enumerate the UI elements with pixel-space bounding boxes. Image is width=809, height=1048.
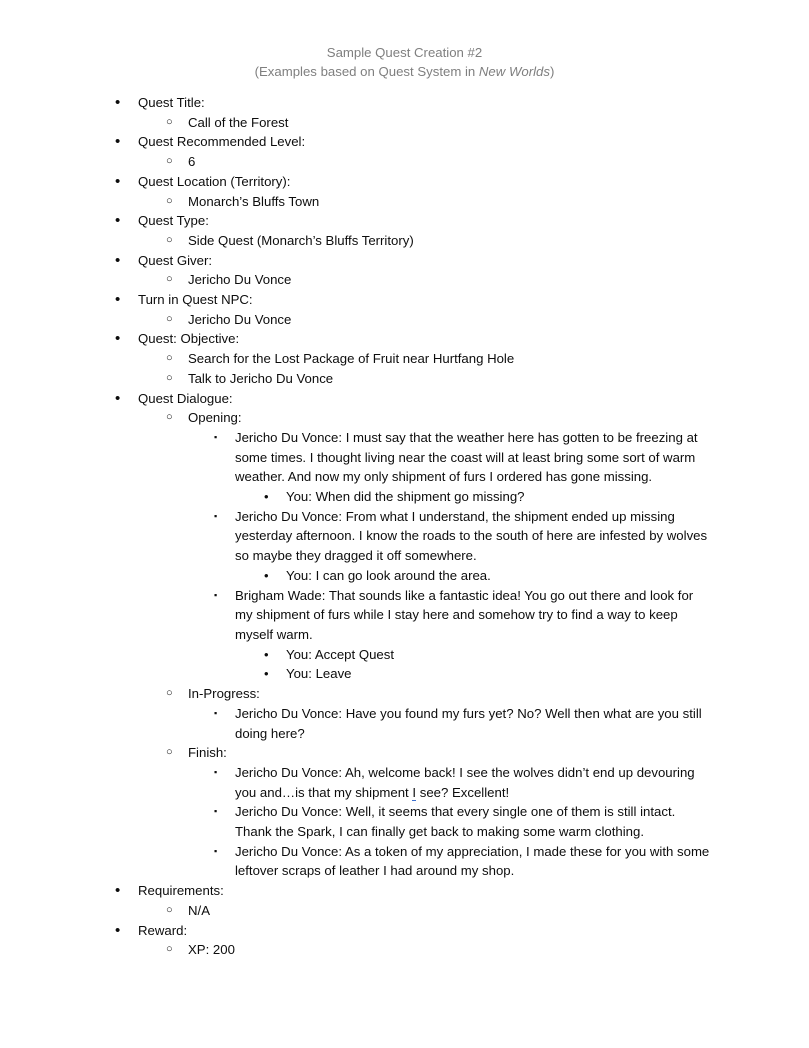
outline-item-text: Talk to Jericho Du Vonce [188,370,334,386]
bullet-level-3-icon: ▪ [214,707,218,718]
outline-item-level-1 [0,132,809,152]
outline-item-level-1 [0,389,809,409]
outline-item-text: Quest Recommended Level: [138,134,306,150]
bullet-level-1-icon: • [115,882,121,900]
outline-item-text: Quest Type: [138,213,209,229]
outline-item-text: You: I can go look around the area. [286,567,491,583]
subtitle-prefix: (Examples based on Quest System in [254,64,479,79]
outline-item-text: Quest Location (Territory): [138,173,291,189]
page-title: Sample Quest Creation #2 [326,45,483,60]
outline-item-text: Requirements: [138,883,224,899]
outline-item-text: Monarch’s Bluffs Town [188,193,320,209]
outline-item-text: Call of the Forest [188,114,289,130]
outline-item-text: Quest Giver: [138,252,213,268]
document-header [0,43,809,81]
text-segment: see? Excellent! [416,784,510,800]
outline-item-level-4 [0,664,809,684]
outline-item-level-1 [0,290,809,310]
outline-item-level-3 [0,507,809,566]
bullet-level-1-icon: • [115,172,121,190]
outline-item-level-1 [0,93,809,113]
outline-item-level-2 [0,901,809,921]
bullet-level-1-icon: • [115,212,121,230]
outline-item-text [235,763,712,802]
text-segment: Jericho Du Vonce: Ah, welcome back! I see the wolves didn’t end up devouring you and…is that my shipment [235,764,695,800]
bullet-level-3-icon: ▪ [214,589,218,600]
outline-item-level-3 [0,842,809,881]
bullet-level-2-icon: ○ [166,943,173,956]
outline-item-text: Jericho Du Vonce: Well, it seems that every single one of them is still intact. Thank the Spark, I can finally get back to making some warm clothing. [235,804,676,840]
bullet-level-3-icon: ▪ [214,806,218,817]
outline-item-level-1 [0,251,809,271]
bullet-level-4-icon: • [264,666,269,682]
outline-item-text: Brigham Wade: That sounds like a fantastic idea! You go out there and look for my shipment of furs while I stay here and somehow try to find a way to keep myself warm. [235,587,694,642]
bullet-level-1-icon: • [115,921,121,939]
bullet-level-2-icon: ○ [166,273,173,286]
bullet-level-2-icon: ○ [166,155,173,168]
outline-item-level-1 [0,211,809,231]
outline-item-text: Jericho Du Vonce: I must say that the weather here has gotten to be freezing at some times. I thought living near the coast will at least bring some sort of warm weather. And now my only shipment of furs I ordered has gone missing. [235,429,698,485]
bullet-level-2-icon: ○ [166,746,173,759]
outline-item-text: Side Quest (Monarch’s Bluffs Territory) [188,232,414,248]
subtitle-suffix: ) [549,64,555,79]
outline-item-level-4 [0,487,809,507]
outline-item-text: Turn in Quest NPC: [138,292,253,308]
outline-item-level-2 [0,192,809,212]
bullet-level-1-icon: • [115,330,121,348]
outline-item-text: Jericho Du Vonce [188,272,292,288]
outline-item-level-2 [0,940,809,960]
outline-item-text: You: Accept Quest [286,646,395,662]
bullet-level-2-icon: ○ [166,687,173,700]
outline-item-level-4 [0,645,809,665]
outline-item-level-2 [0,152,809,172]
bullet-level-4-icon: • [264,646,269,662]
outline-item-level-2 [0,270,809,290]
bullet-level-4-icon: • [264,567,269,583]
outline-item-text: N/A [188,902,210,918]
outline-item-text: Quest: Objective: [138,331,240,347]
bullet-level-2-icon: ○ [166,903,173,916]
outline-item-level-3 [0,704,809,743]
outline-item-level-2 [0,743,809,763]
bullet-level-2-icon: ○ [166,233,173,246]
outline-item-level-1 [0,921,809,941]
bullet-level-4-icon: • [264,489,269,505]
outline-item-level-2 [0,369,809,389]
outline-item-level-2 [0,310,809,330]
outline-item-text: Jericho Du Vonce: Have you found my furs yet? No? Well then what are you still doing here? [235,705,702,741]
outline-item-text: Reward: [138,922,188,938]
outline-item-text: You: When did the shipment go missing? [286,489,525,505]
quest-outline-list [0,93,809,960]
bullet-level-2-icon: ○ [166,312,173,325]
outline-item-level-1 [0,881,809,901]
outline-item-text: Finish: [188,745,227,761]
grammar-flagged-text: I [412,784,417,800]
bullet-level-1-icon: • [115,133,121,151]
outline-item-level-2 [0,231,809,251]
bullet-level-1-icon: • [115,94,121,111]
outline-item-level-3 [0,586,809,645]
page-subtitle [0,62,809,81]
outline-item-text: Search for the Lost Package of Fruit near Hurtfang Hole [188,351,515,367]
outline-item-level-2 [0,684,809,704]
bullet-level-2-icon: ○ [166,352,173,365]
bullet-level-3-icon: ▪ [214,431,218,442]
outline-item-level-1 [0,329,809,349]
bullet-level-2-icon: ○ [166,115,173,128]
bullet-level-3-icon: ▪ [214,510,218,521]
bullet-level-1-icon: • [115,291,121,309]
bullet-level-3-icon: ▪ [214,766,218,777]
bullet-level-2-icon: ○ [166,194,173,207]
outline-item-level-2 [0,113,809,133]
bullet-level-2-icon: ○ [166,411,173,424]
outline-item-text: 6 [188,154,196,170]
outline-item-text: Jericho Du Vonce [188,311,292,327]
outline-item-level-3 [0,428,809,487]
bullet-level-3-icon: ▪ [214,845,218,856]
outline-item-text: XP: 200 [188,942,235,958]
bullet-level-1-icon: • [115,251,121,269]
outline-item-text: Jericho Du Vonce: From what I understand, the shipment ended up missing yesterday afternoon. I know the roads to the south of here are infested by wolves so maybe they dragged it off somewhere. [235,508,708,564]
outline-item-text: Quest Dialogue: [138,390,233,406]
bullet-level-2-icon: ○ [166,371,173,384]
outline-item-text: You: Leave [286,666,352,682]
outline-item-level-1 [0,172,809,192]
outline-item-level-3 [0,763,809,802]
outline-item-level-4 [0,566,809,586]
subtitle-game-name: New Worlds [478,64,550,79]
outline-item-text: Jericho Du Vonce: As a token of my appreciation, I made these for you with some leftover scraps of leather I had around my shop. [235,843,710,879]
outline-item-text: In-Progress: [188,686,260,702]
bullet-level-1-icon: • [115,389,121,407]
outline-item-level-3 [0,802,809,841]
outline-item-level-2 [0,408,809,428]
outline-item-level-2 [0,349,809,369]
outline-item-text: Opening: [188,410,242,426]
outline-item-text: Quest Title: [138,95,205,110]
